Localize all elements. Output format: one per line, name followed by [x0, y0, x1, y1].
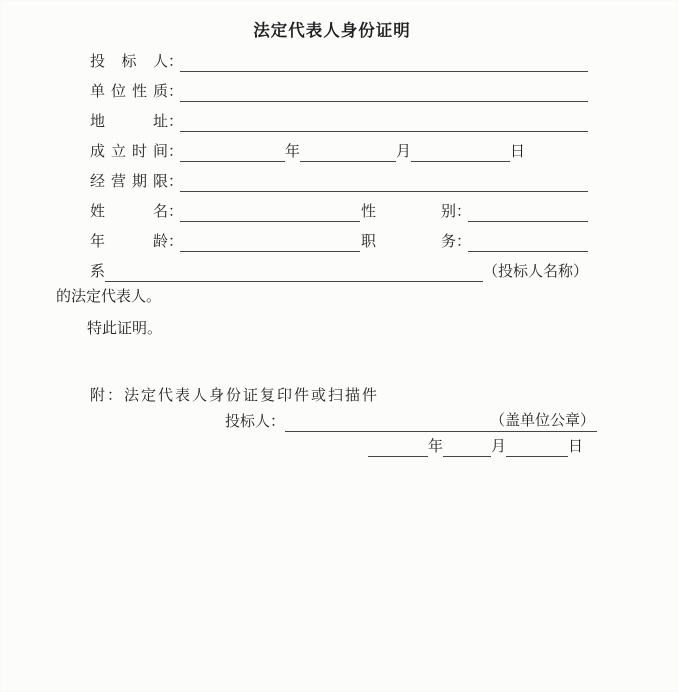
bidder-colon: ： [168, 54, 184, 70]
certify-sentence: 特此证明。 [87, 321, 163, 337]
field-row-bidder [90, 42, 588, 72]
unit-nature-label: 单位性质 [90, 84, 168, 100]
date-year-label: 年 [427, 439, 443, 455]
unit-nature-colon: ： [168, 84, 184, 100]
name-colon: ： [168, 204, 184, 220]
business-term-label: 经营期限 [90, 174, 168, 190]
field-row-age-position [90, 222, 588, 252]
unit-nature-blank-line [180, 98, 588, 102]
position-blank-line [468, 248, 588, 252]
bidder-name-note: （投标人名称） [482, 264, 588, 280]
gender-colon: ： [456, 204, 472, 220]
bidder-name-blank-line [105, 278, 483, 282]
bidder-blank-line [180, 68, 588, 72]
bidder-label: 投标人 [90, 54, 168, 70]
page-title: 法定代表人身份证明 [253, 21, 411, 40]
age-colon: ： [168, 234, 184, 250]
name-label: 姓名 [90, 204, 168, 220]
date-month-blank-line [443, 453, 491, 457]
age-blank-line [180, 248, 360, 252]
field-row-business-term [90, 162, 588, 192]
position-colon: ： [456, 234, 472, 250]
position-label: 职务 [361, 234, 456, 250]
signature-bidder-label: 投标人： [225, 414, 286, 430]
is-word-label: 系 [90, 264, 106, 280]
address-label: 地址 [90, 114, 168, 130]
form-area [90, 42, 588, 282]
legal-rep-sentence: 的法定代表人。 [56, 289, 162, 305]
field-row-unit-nature [90, 72, 588, 102]
field-row-address [90, 102, 588, 132]
established-year-blank-line [180, 158, 285, 162]
field-row-name-gender [90, 192, 588, 222]
name-blank-line [180, 218, 360, 222]
established-day-blank-line [411, 158, 510, 162]
business-term-blank-line [180, 188, 588, 192]
established-day-label: 日 [510, 144, 526, 160]
date-year-blank-line [368, 453, 428, 457]
established-month-blank-line [300, 158, 396, 162]
signature-row [225, 404, 597, 432]
age-label: 年龄 [90, 234, 168, 250]
date-day-label: 日 [567, 439, 583, 455]
signature-blank-line [285, 428, 488, 432]
business-term-colon: ： [168, 174, 184, 190]
established-colon: ： [168, 144, 184, 160]
field-row-is-bidder-name [90, 252, 588, 282]
date-month-label: 月 [490, 439, 506, 455]
date-day-blank-line [506, 453, 568, 457]
established-month-label: 月 [396, 144, 412, 160]
attachment-note: 附：法定代表人身份证复印件或扫描件 [90, 388, 380, 404]
gender-label: 性别 [361, 204, 456, 220]
address-colon: ： [168, 114, 184, 130]
established-year-label: 年 [285, 144, 301, 160]
field-row-established [90, 132, 588, 162]
gender-blank-line [468, 218, 588, 222]
established-label: 成立时间 [90, 144, 168, 160]
signature-date-row [225, 432, 583, 457]
seal-note: （盖单位公章） [488, 412, 597, 432]
address-blank-line [180, 128, 588, 132]
